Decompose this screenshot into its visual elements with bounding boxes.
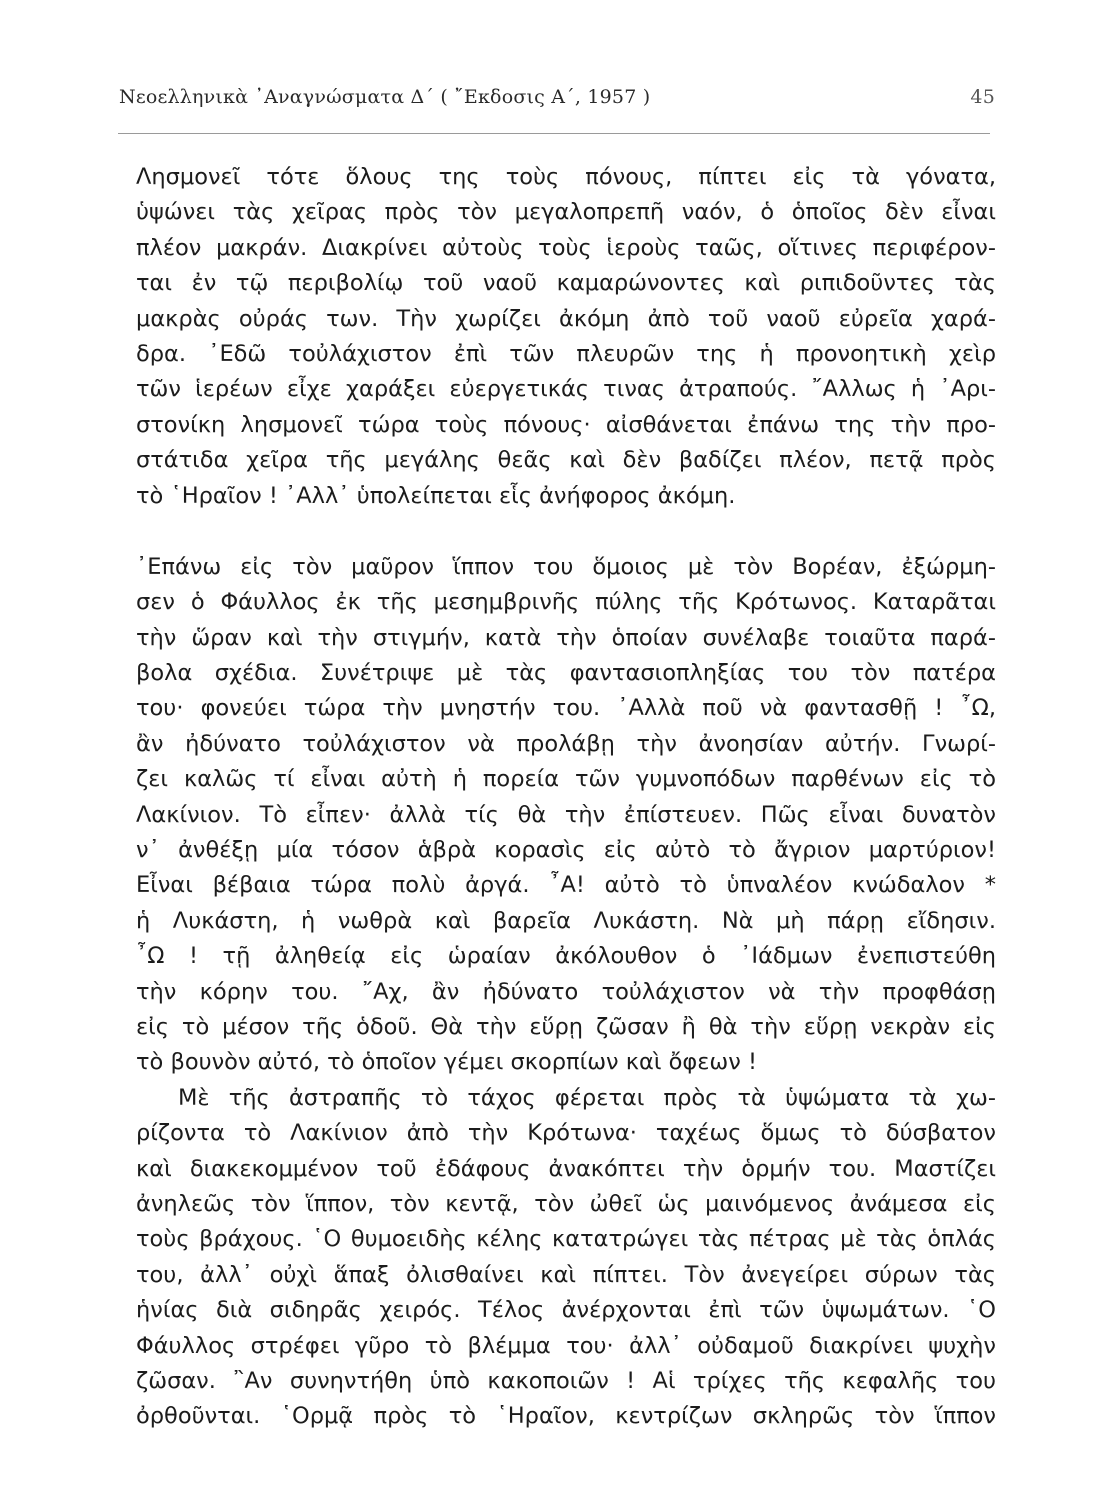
text-line: εἰς τὸ μέσον τῆς ὁδοῦ. Θὰ τὴν εὕρῃ ζῶσαν ἢ θὰ τὴν εὕρῃ νεκρὰν εἰς [136, 1013, 996, 1040]
text-line: βολα σχέδια. Συνέτριψε μὲ τὰς φαντασιοπληξίας του τὸν πατέρα [136, 660, 996, 687]
text-line: ἂν ἠδύνατο τοὐλάχιστον νὰ προλάβῃ τὴν ἀνοησίαν αὐτήν. Γνωρί- [136, 730, 996, 757]
page-number: 45 [970, 86, 995, 108]
text-line: δρα. ᾿Εδῶ τοὐλάχιστον ἐπὶ τῶν πλευρῶν της ἡ προνοητικὴ χεὶρ [136, 340, 996, 367]
text-line: ἡνίας διὰ σιδηρᾶς χειρός. Τέλος ἀνέρχονται ἐπὶ τῶν ὑψωμάτων. ῾Ο [136, 1297, 996, 1324]
text-line: στάτιδα χεῖρα τῆς μεγάλης θεᾶς καὶ δὲν βαδίζει πλέον, πετᾷ πρὸς [136, 447, 996, 474]
text-line: ν᾿ ἀνθέξῃ μία τόσον ἁβρὰ κορασὶς εἰς αὐτὸ τὸ ἄγριον μαρτύριον! [136, 837, 996, 864]
text-line: ζει καλῶς τί εἶναι αὐτὴ ἡ πορεία τῶν γυμνοπόδων παρθένων εἰς τὸ [136, 766, 996, 793]
text-line: του· φονεύει τώρα τὴν μνηστήν του. ᾿Αλλὰ ποῦ νὰ φαντασθῇ ! ῏Ω, [136, 695, 996, 722]
text-line: τὴν κόρην του. ῎Αχ, ἂν ἠδύνατο τοὐλάχιστον νὰ τὴν προφθάσῃ [136, 978, 996, 1005]
text-line: πλέον μακράν. Διακρίνει αὐτοὺς τοὺς ἱεροὺς ταῶς, οἵτινες περιφέρον- [136, 234, 996, 261]
running-head [119, 86, 995, 116]
paragraph-3 [136, 1081, 996, 1435]
text-line: ὀρθοῦνται. ῾Ορμᾷ πρὸς τὸ ῾Ηραῖον, κεντρίζων σκληρῶς τὸν ἵππον [136, 1403, 996, 1430]
text-line: τὸ βουνὸν αὐτό, τὸ ὁποῖον γέμει σκορπίων καὶ ὄφεων ! [136, 1049, 757, 1076]
text-line: σεν ὁ Φάυλλος ἐκ τῆς μεσημβρινῆς πύλης τῆς Κρότωνος. Καταρᾶται [136, 589, 996, 616]
text-line: στονίκη λησμονεῖ τώρα τοὺς πόνους· αἰσθάνεται ἐπάνω της τὴν προ- [136, 411, 996, 438]
text-line: ὑψώνει τὰς χεῖρας πρὸς τὸν μεγαλοπρεπῆ ναόν, ὁ ὁποῖος δὲν εἶναι [136, 199, 996, 226]
text-line: Φάυλλος στρέφει γῦρο τὸ βλέμμα του· ἀλλ᾿ οὐδαμοῦ διακρίνει ψυχὴν [136, 1332, 996, 1359]
paragraph-1 [136, 160, 996, 514]
text-line: τὸ ῾Ηραῖον ! ᾿Αλλ᾿ ὑπολείπεται εἷς ἀνήφορος ἀκόμη. [136, 482, 736, 509]
text-line: Λακίνιον. Τὸ εἶπεν· ἀλλὰ τίς θὰ τὴν ἐπίστευεν. Πῶς εἶναι δυνατὸν [136, 801, 996, 828]
header-rule [118, 133, 990, 134]
text-line: ἡ Λυκάστη, ἡ νωθρὰ καὶ βαρεῖα Λυκάστη. Νὰ μὴ πάρῃ εἴδησιν. [136, 907, 996, 934]
text-line: ρίζοντα τὸ Λακίνιον ἀπὸ τὴν Κρότωνα· ταχέως ὅμως τὸ δύσβατον [136, 1120, 996, 1147]
text-line: του, ἀλλ᾿ οὐχὶ ἅπαξ ὀλισθαίνει καὶ πίπτει. Τὸν ἀνεγείρει σύρων τὰς [136, 1261, 996, 1288]
text-line: μακρὰς οὐράς των. Τὴν χωρίζει ἀκόμη ἀπὸ τοῦ ναοῦ εὐρεῖα χαρά- [136, 305, 996, 332]
text-line: ἀνηλεῶς τὸν ἵππον, τὸν κεντᾷ, τὸν ὠθεῖ ὡς μαινόμενος ἀνάμεσα εἰς [136, 1190, 996, 1217]
paragraph-gap [136, 514, 996, 550]
text-line: ᾿Επάνω εἰς τὸν μαῦρον ἵππον του ὅμοιος μὲ τὸν Βορέαν, ἐξώρμη- [136, 553, 996, 580]
text-line: τῶν ἱερέων εἶχε χαράξει εὐεργετικάς τινας ἀτραπούς. ῎Αλλως ἡ ᾿Αρι- [136, 376, 996, 403]
text-line: ῏Ω ! τῇ ἀληθείᾳ εἰς ὡραίαν ἀκόλουθον ὁ ᾿Ιάδμων ἐνεπιστεύθη [136, 943, 996, 970]
text-line: Λησμονεῖ τότε ὅλους της τοὺς πόνους, πίπτει εἰς τὰ γόνατα, [136, 164, 996, 190]
paragraph-2 [136, 550, 996, 1081]
text-line: Εἶναι βέβαια τώρα πολὺ ἀργά. ῏Α! αὐτὸ τὸ ὑπναλέον κνώδαλον * [136, 872, 996, 899]
text-line: ζῶσαν. ῍Αν συνηντήθη ὑπὸ κακοποιῶν ! Αἱ τρίχες τῆς κεφαλῆς του [136, 1367, 996, 1394]
body-text [136, 160, 996, 1435]
running-head-title: Νεοελληνικὰ ᾿Αναγνώσματα Δ΄ ( ῎Εκδοσις Α΄, 1957 ) [119, 86, 651, 108]
text-line: Μὲ τῆς ἀστραπῆς τὸ τάχος φέρεται πρὸς τὰ ὑψώματα τὰ χω- [178, 1084, 996, 1111]
text-line: τὴν ὥραν καὶ τὴν στιγμήν, κατὰ τὴν ὁποίαν συνέλαβε τοιαῦτα παρά- [136, 624, 996, 651]
text-line: τοὺς βράχους. ῾Ο θυμοειδὴς κέλης κατατρώγει τὰς πέτρας μὲ τὰς ὁπλάς [136, 1226, 996, 1253]
text-line: ται ἐν τῷ περιβολίῳ τοῦ ναοῦ καμαρώνοντες καὶ ριπιδοῦντες τὰς [136, 270, 996, 297]
text-line: καὶ διακεκομμένον τοῦ ἐδάφους ἀνακόπτει τὴν ὁρμήν του. Μαστίζει [136, 1155, 996, 1182]
